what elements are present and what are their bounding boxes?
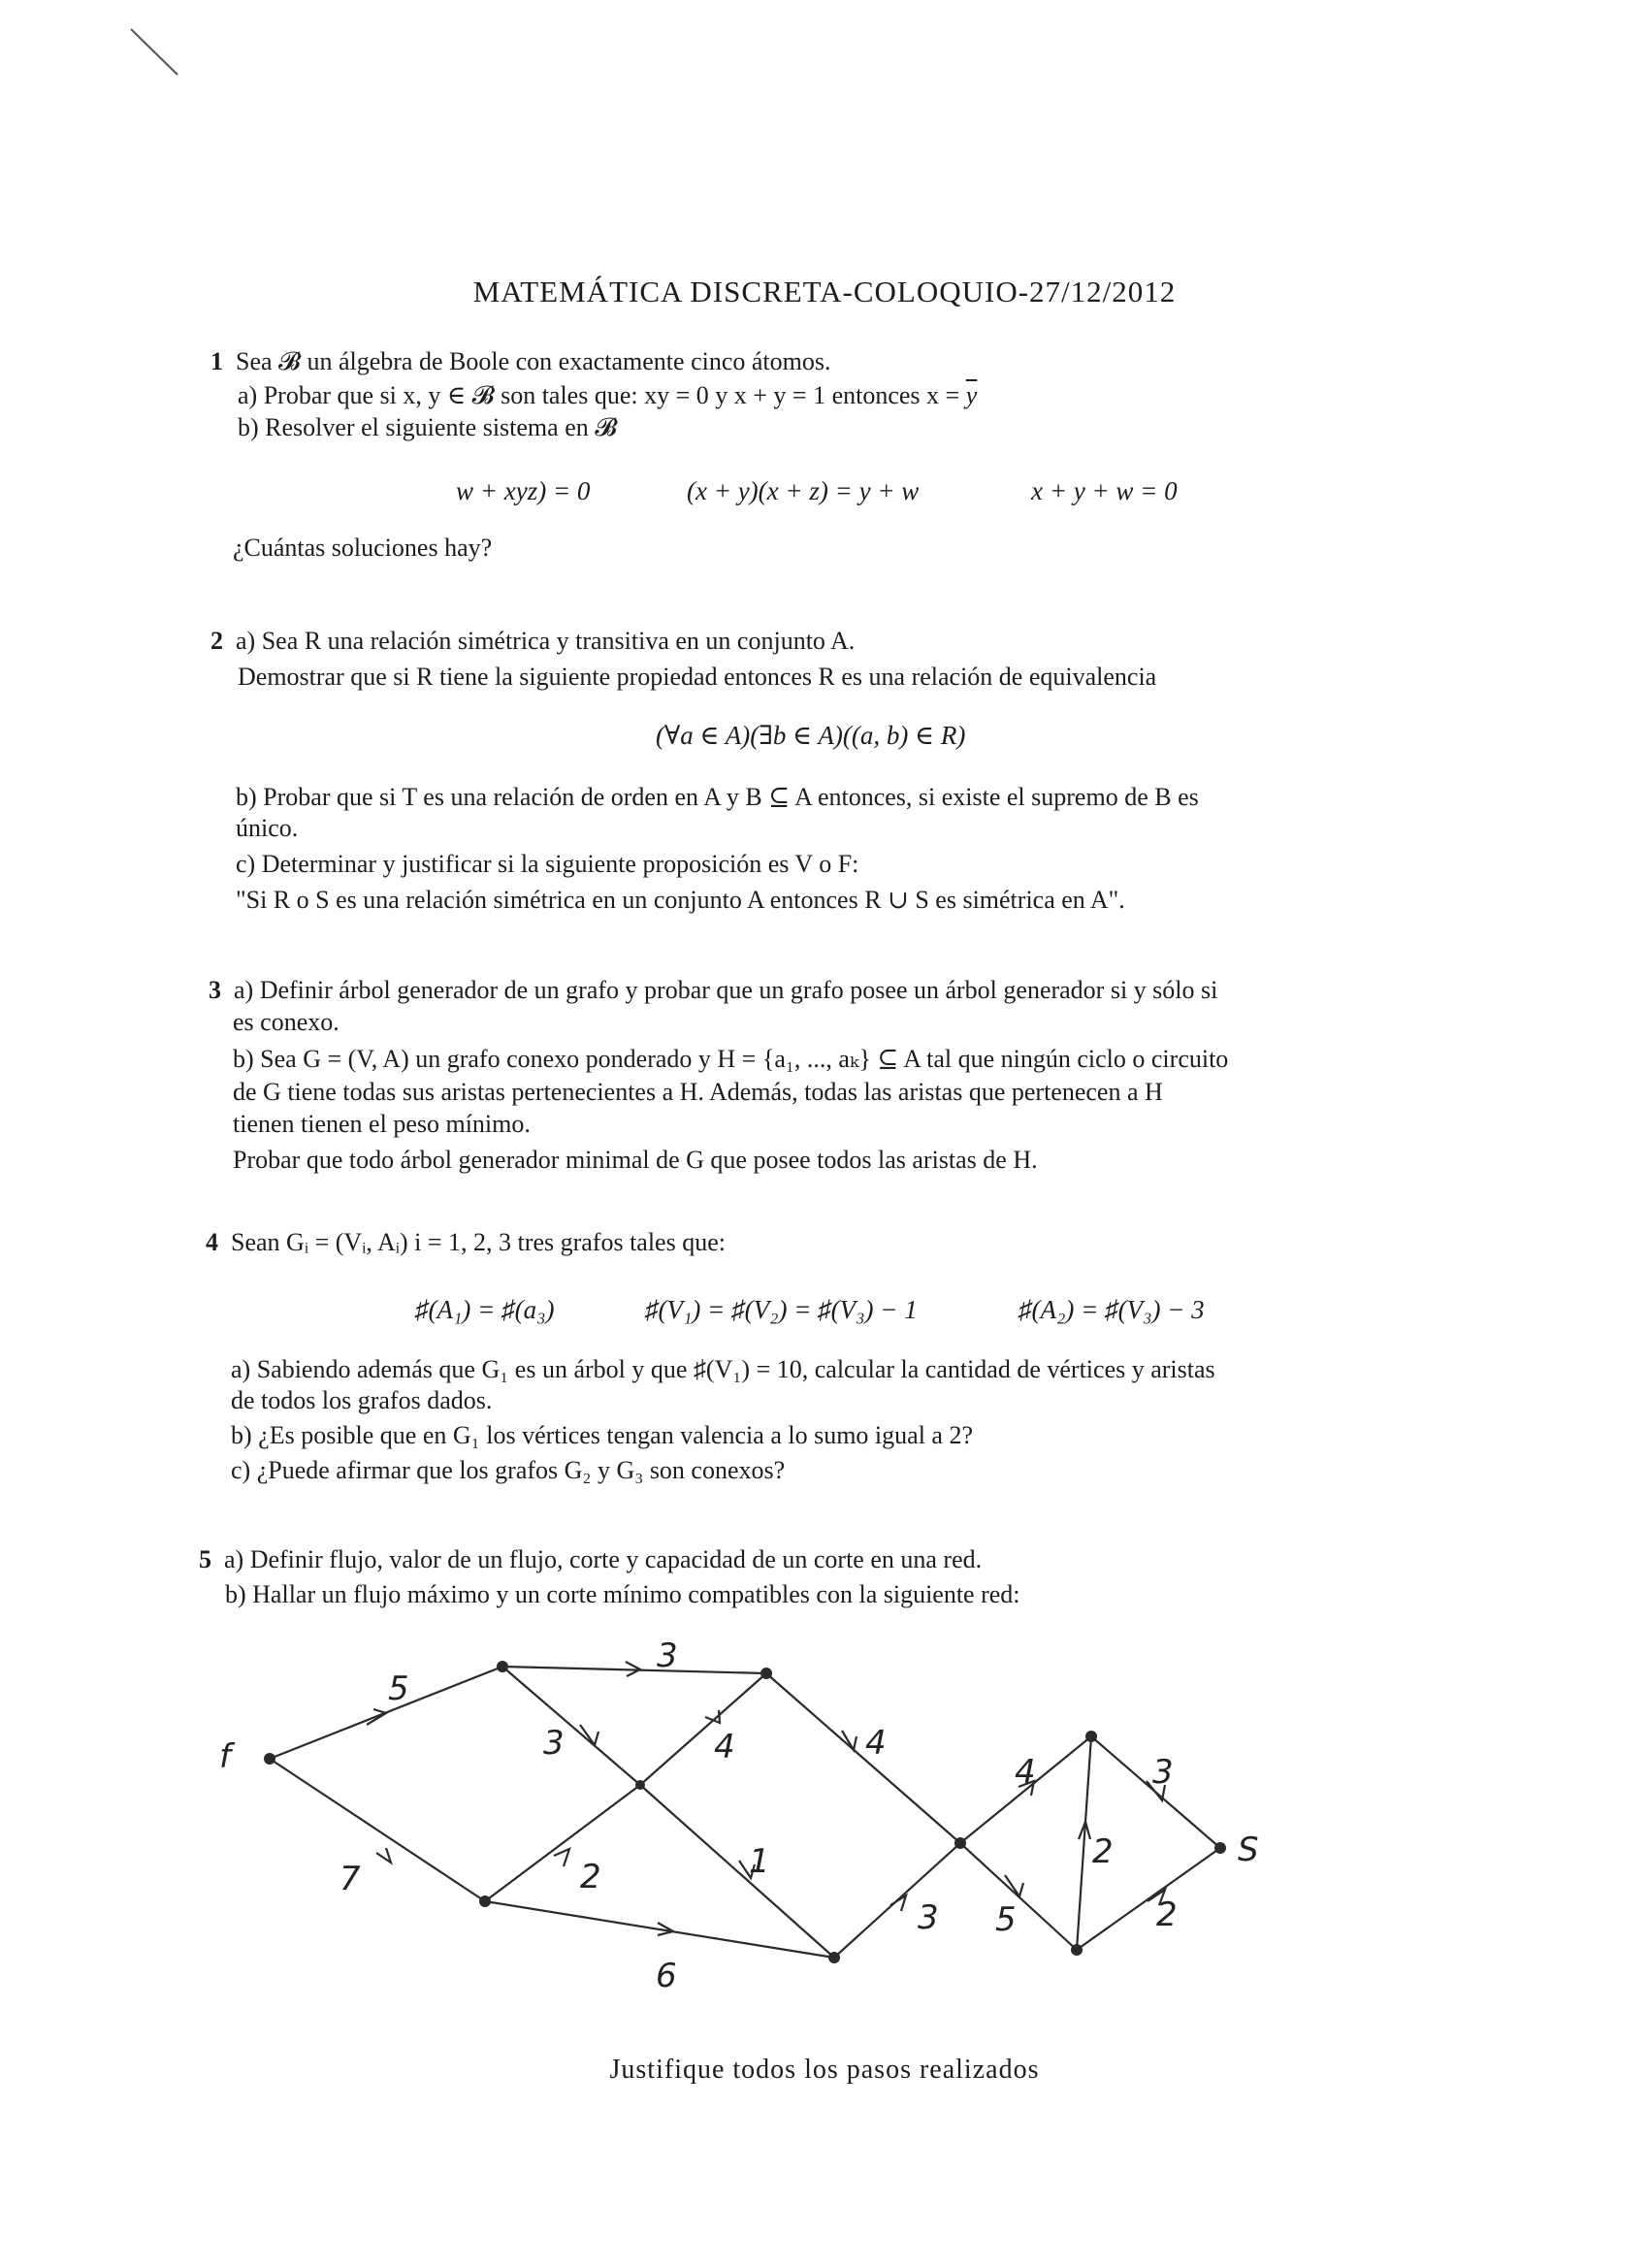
- weight-f-bottom: 7: [340, 1860, 361, 1898]
- q3-part-a-line2: es conexo.: [233, 1008, 340, 1036]
- q1-equation-1: w + xyz) = 0: [456, 476, 591, 505]
- weight-bottom-up: 2: [580, 1858, 601, 1896]
- q4-equation-2: ♯(V₁) = ♯(V₂) = ♯(V₃) − 1: [645, 1295, 918, 1324]
- weight-r-vertical: 2: [1092, 1832, 1114, 1871]
- edge-r-vertical: [1077, 1736, 1091, 1950]
- q3-part-b: b) Sea G = (V, A) un grafo conexo ponderado y H = {a₁, ..., aₖ} ⊆ A tal que ningún ciclo o circuito: [233, 1045, 1229, 1073]
- q3-part-a-text: a) Definir árbol generador de un grafo y probar que un grafo posee un árbol generador si y sólo si: [234, 976, 1218, 1004]
- q4-part-a-line2: de todos los grafos dados.: [231, 1386, 493, 1414]
- q3-part-b-line2: de G tiene todas sus aristas pertenecientes a H. Además, todas las aristas que pertenecen a H: [233, 1078, 1163, 1106]
- arrowhead-bottom-up: [554, 1849, 569, 1866]
- q3-part-b-line3: tienen tienen el peso mínimo.: [233, 1110, 531, 1138]
- arrowhead-lower-to-mid: [890, 1895, 906, 1911]
- q2-number: 2: [210, 627, 223, 655]
- weight-right-down: 4: [865, 1724, 887, 1763]
- arrowhead-f-bottom: [376, 1848, 391, 1863]
- q1-part-a-text: a) Probar que si x, y ∈ 𝓑 son tales que: xy = 0 y x + y = 1 entonces x =: [238, 381, 966, 409]
- edge-top-diag: [502, 1667, 640, 1785]
- weight-bottom-edge: 6: [656, 1957, 677, 1995]
- q2-part-c-line2: "Si R o S es una relación simétrica en un conjunto A entonces R ∪ S es simétrica en A".: [236, 886, 1125, 914]
- q4-equation-3: ♯(A₂) = ♯(V₃) − 3: [1018, 1295, 1205, 1324]
- edge-f-bottom: [270, 1759, 485, 1901]
- source-label: f: [219, 1737, 231, 1776]
- q4-number: 4: [206, 1228, 218, 1256]
- weight-r-to-sink: 3: [1152, 1753, 1174, 1792]
- q2-part-a-text: a) Sea R una relación simétrica y transitiva en un conjunto A.: [236, 627, 856, 655]
- node-sink: [1214, 1842, 1226, 1854]
- edge-bottom-up: [485, 1785, 640, 1901]
- q4-part-b: b) ¿Es posible que en G₁ los vértices tengan valencia a lo sumo igual a 2?: [231, 1421, 973, 1449]
- q1-part-b: b) Resolver el siguiente sistema en 𝓑: [238, 413, 618, 441]
- q1-part-a-ybar: $\overline{y}$: [965, 381, 978, 409]
- q5-part-a-text: a) Definir flujo, valor de un flujo, corte y capacidad de un corte en una red.: [224, 1545, 983, 1573]
- node-bottom: [479, 1895, 491, 1907]
- edge-arrowheads: [367, 1662, 1165, 1935]
- sink-label: S: [1238, 1831, 1259, 1869]
- weight-f-top: 5: [388, 1669, 409, 1708]
- exam-title: MATEMÁTICA DISCRETA-COLOQUIO-27/12/2012: [472, 275, 1177, 308]
- node-source: [264, 1753, 275, 1765]
- weight-up-diag: 4: [714, 1728, 735, 1766]
- q5-part-b: b) Hallar un flujo máximo y un corte mínimo compatibles con la siguiente red:: [225, 1580, 1020, 1608]
- node-center: [635, 1780, 645, 1790]
- q4-part-a: a) Sabiendo además que G₁ es un árbol y que ♯(V₁) = 10, calcular la cantidad de vértices y aristas: [231, 1355, 1215, 1383]
- node-top: [497, 1661, 508, 1672]
- node-bottom-right: [828, 1952, 840, 1963]
- q2-part-a-line2: Demostrar que si R tiene la siguiente propiedad entonces R es una relación de equivalencia: [238, 663, 1157, 691]
- edge-center-up: [640, 1673, 766, 1785]
- q2-part-c: c) Determinar y justificar si la siguiente proposición es V o F:: [236, 850, 859, 878]
- footer-instruction: Justifique todos los pasos realizados: [609, 2055, 1040, 2085]
- q1-equation-2: (x + y)(x + z) = y + w: [687, 476, 920, 505]
- q4-equation-1: ♯(A₁) = ♯(a₃): [415, 1295, 555, 1324]
- weight-lower-to-sink: 2: [1156, 1895, 1178, 1934]
- q2-part-b: b) Probar que si T es una relación de orden en A y B ⊆ A entonces, si existe el supremo de B es: [236, 783, 1199, 811]
- weight-top-right: 3: [657, 1636, 678, 1675]
- q3-number: 3: [209, 976, 221, 1004]
- q5-number: 5: [199, 1545, 211, 1573]
- q1-equation-3: x + y + w = 0: [1031, 476, 1178, 505]
- node-top-right: [760, 1668, 772, 1679]
- q1-intro-text: Sea 𝓑 un álgebra de Boole con exactamente cinco átomos.: [236, 347, 831, 375]
- network-edges: [270, 1667, 1220, 1958]
- q4-intro-text: Sean Gᵢ = (Vᵢ, Aᵢ) i = 1, 2, 3 tres grafos tales que:: [231, 1228, 726, 1256]
- weight-lower-to-mid: 3: [918, 1898, 939, 1937]
- q2-part-b-line2: único.: [236, 814, 299, 842]
- q3-part-b-line4: Probar que todo árbol generador minimal de G que posee todos las aristas de H.: [233, 1146, 1038, 1174]
- node-right-bottom: [1071, 1944, 1083, 1956]
- weight-mid-to-lower: 5: [995, 1900, 1017, 1939]
- q2-equation: (∀a ∈ A)(∃b ∈ A)((a, b) ∈ R): [656, 721, 966, 750]
- q1-question: ¿Cuántas soluciones hay?: [233, 534, 493, 562]
- edge-right-down: [766, 1673, 960, 1843]
- weight-center-down: 1: [749, 1842, 770, 1881]
- node-right-top: [1085, 1731, 1097, 1742]
- node-middle: [954, 1837, 966, 1849]
- weight-mid-to-r: 4: [1015, 1753, 1036, 1792]
- q4-part-c: c) ¿Puede afirmar que los grafos G₂ y G₃ son conexos?: [231, 1456, 786, 1484]
- q1-number: 1: [210, 347, 223, 375]
- weight-top-diag: 3: [543, 1724, 565, 1763]
